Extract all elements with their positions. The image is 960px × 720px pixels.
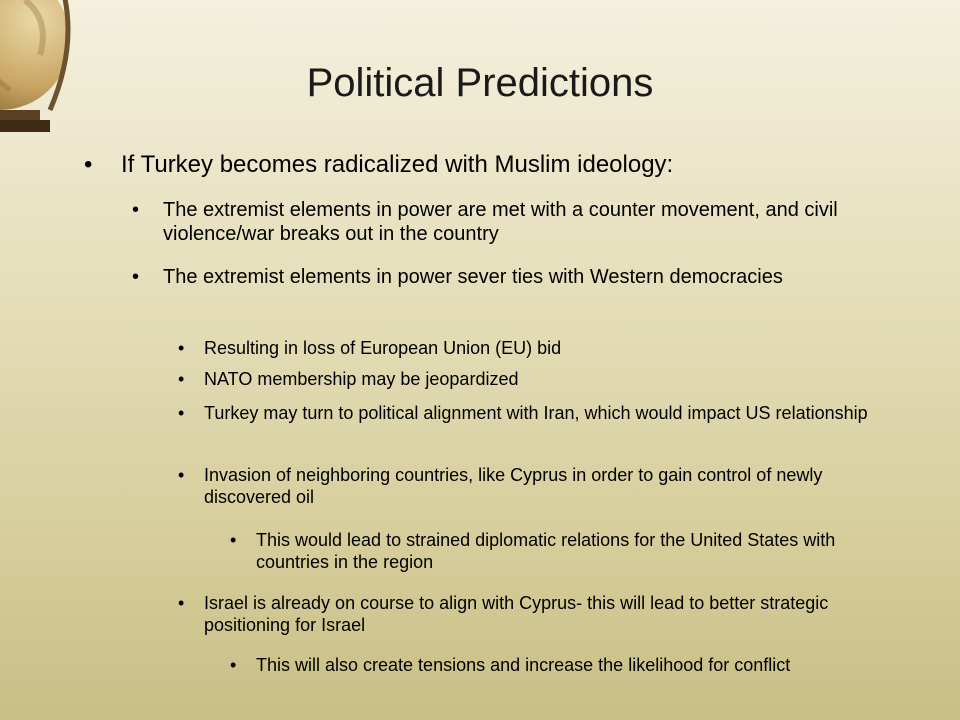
bullet-text: Resulting in loss of European Union (EU) bid — [204, 338, 562, 358]
bullet-item — [178, 403, 884, 425]
bullet-marker: • — [230, 655, 237, 675]
bullet-text: If Turkey becomes radicalized with Muslim ideology: — [121, 151, 674, 178]
bullet-marker: • — [230, 530, 237, 550]
bullet-item — [178, 465, 884, 509]
bullet-marker: • — [178, 465, 185, 485]
bullet-item — [230, 530, 896, 574]
bullet-marker: • — [178, 593, 185, 613]
bullet-text: Israel is already on course to align with Cyprus- this will lead to better strategic positioning for Israel — [204, 593, 829, 635]
bullet-marker: • — [178, 369, 185, 389]
bullet-text: This would lead to strained diplomatic relations for the United States with countries in the region — [256, 530, 836, 572]
bullet-text: This will also create tensions and increase the likelihood for conflict — [256, 655, 791, 675]
bullet-item — [230, 655, 896, 677]
bullet-item — [178, 338, 884, 360]
bullet-text: The extremist elements in power sever ties with Western democracies — [163, 266, 783, 288]
bullet-marker: • — [84, 151, 93, 178]
bullet-text: Turkey may turn to political alignment with Iran, which would impact US relationship — [204, 403, 868, 423]
bullet-marker: • — [178, 403, 185, 423]
bullet-marker: • — [132, 266, 140, 288]
bullet-text: Invasion of neighboring countries, like Cyprus in order to gain control of newly discovered oil — [204, 465, 823, 507]
bullet-item — [84, 150, 921, 179]
bullet-text: The extremist elements in power are met with a counter movement, and civil violence/war breaks out in the country — [163, 199, 838, 246]
bullet-marker: • — [132, 199, 140, 221]
bullet-marker: • — [178, 338, 185, 358]
bullet-item — [178, 369, 884, 391]
bullet-item — [132, 198, 863, 246]
bullet-item — [178, 593, 884, 637]
bullet-text: NATO membership may be jeopardized — [204, 369, 519, 389]
bullet-item — [132, 265, 863, 289]
slide-title: Political Predictions — [306, 61, 654, 105]
